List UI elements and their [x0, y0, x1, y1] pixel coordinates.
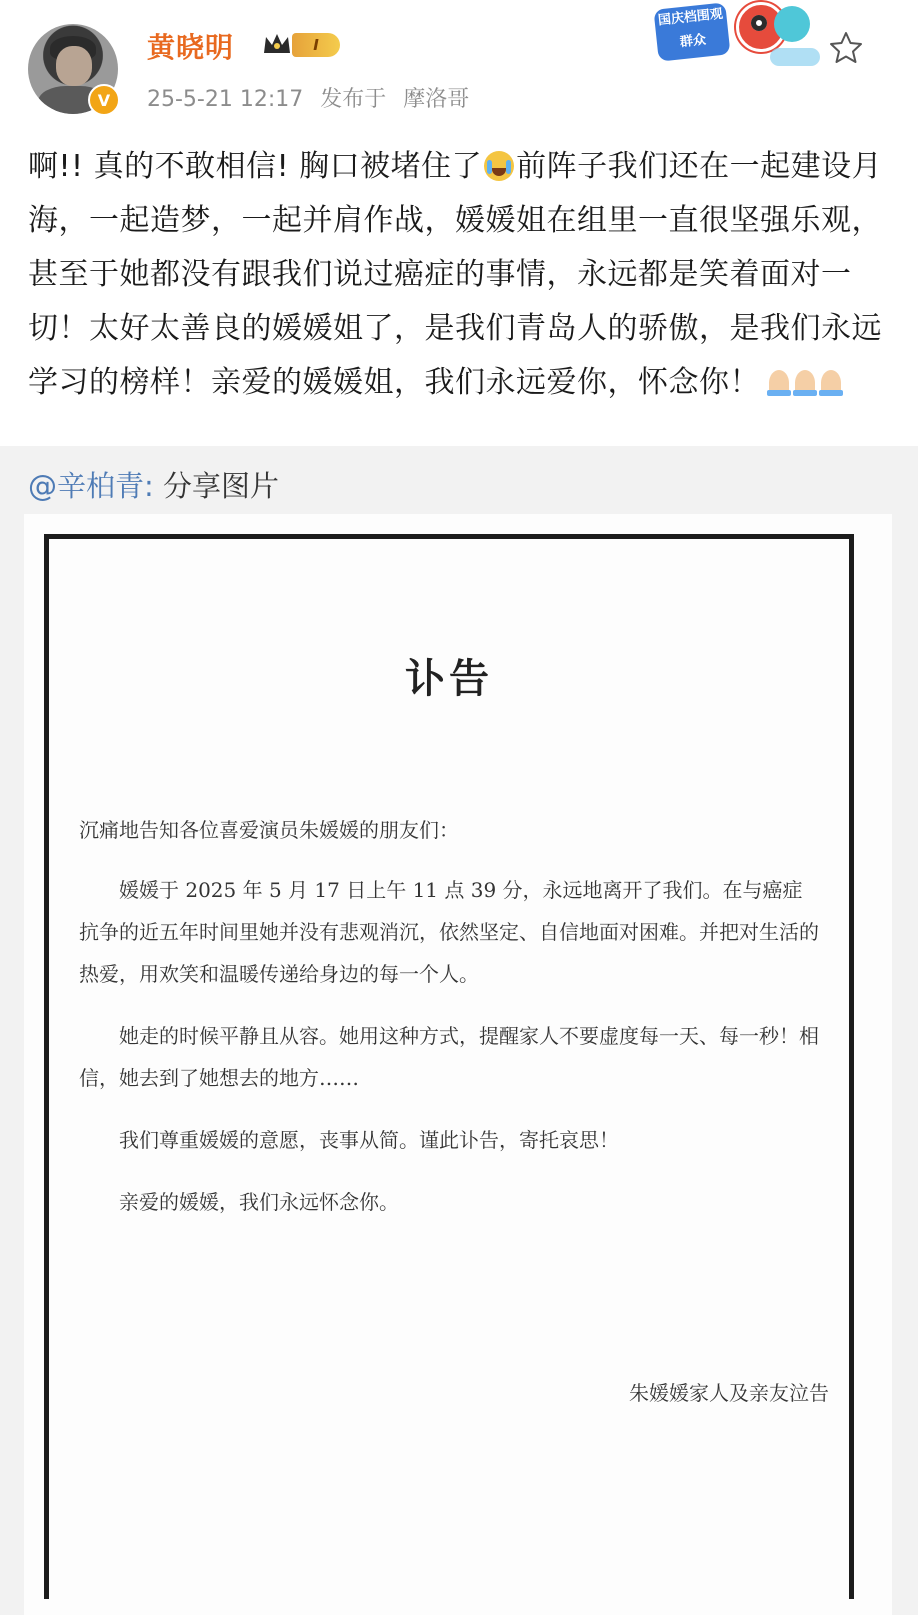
- shared-image[interactable]: [24, 514, 892, 1615]
- notice-body: [79, 809, 821, 1243]
- post-text: 啊!! 真的不敢相信! 胸口被堵住了 前阵子我们还在一起建设月海，一起造梦，一起并肩作战，媛媛姐在组里一直很坚强乐观，甚至于她都没有跟我们说过癌症的事情，永远都是笑着面对一切！太好太善良的媛媛姐了，是我们青岛人的骄傲，是我们永远学习的榜样！亲爱的媛媛姐，我们永远爱你，怀念你！: [28, 140, 890, 416]
- crown-icon: [262, 31, 292, 57]
- repost-card[interactable]: [0, 446, 918, 1615]
- verified-badge-icon: V: [88, 84, 120, 116]
- pray-emoji-icon: [816, 368, 846, 398]
- post-header: [0, 0, 918, 140]
- crying-emoji-icon: [484, 151, 514, 181]
- notice-frame: [44, 534, 854, 1599]
- notice-paragraph: 她走的时候平静且从容。她用这种方式，提醒家人不要虚度每一天、每一秒！相信，她去到了她想去的地方……: [79, 1024, 819, 1090]
- repost-caption: 分享图片: [153, 469, 280, 503]
- event-badge-label: 国庆档围观群众: [653, 2, 730, 61]
- notice-title: 讣告: [405, 656, 493, 702]
- author-name[interactable]: 黄晓明: [147, 31, 235, 64]
- post-location[interactable]: 摩洛哥: [403, 87, 470, 112]
- mention-link[interactable]: @辛柏青: [28, 469, 145, 503]
- notice-signature: 朱媛媛家人及亲友泣告: [629, 1381, 829, 1405]
- star-icon[interactable]: [828, 30, 864, 66]
- event-badge[interactable]: [652, 0, 832, 76]
- notice-paragraph: 亲爱的媛媛，我们永远怀念你。: [119, 1190, 399, 1214]
- notice-greeting: 沉痛地告知各位喜爱演员朱媛媛的朋友们：: [79, 818, 459, 842]
- repost-header: @辛柏青: 分享图片: [28, 469, 280, 503]
- notice-paragraph: 我们尊重媛媛的意愿，丧事从简。谨此讣告，寄托哀思！: [119, 1128, 619, 1152]
- mascot-icon: [774, 6, 810, 42]
- post-meta: [147, 82, 479, 113]
- post-time: 25-5-21 12:17: [147, 87, 304, 112]
- level-badge[interactable]: I: [292, 33, 340, 57]
- location-prefix: 发布于: [320, 87, 387, 112]
- pray-emojis: [764, 362, 842, 416]
- notice-paragraph: 媛媛于 2025 年 5 月 17 日上午 11 点 39 分，永远地离开了我们。在与癌症抗争的近五年时间里她并没有悲观消沉，依然坚定、自信地面对困难。并把对生活的热爱，用欢笑和温暖传递给身边的每一个人。: [79, 878, 819, 986]
